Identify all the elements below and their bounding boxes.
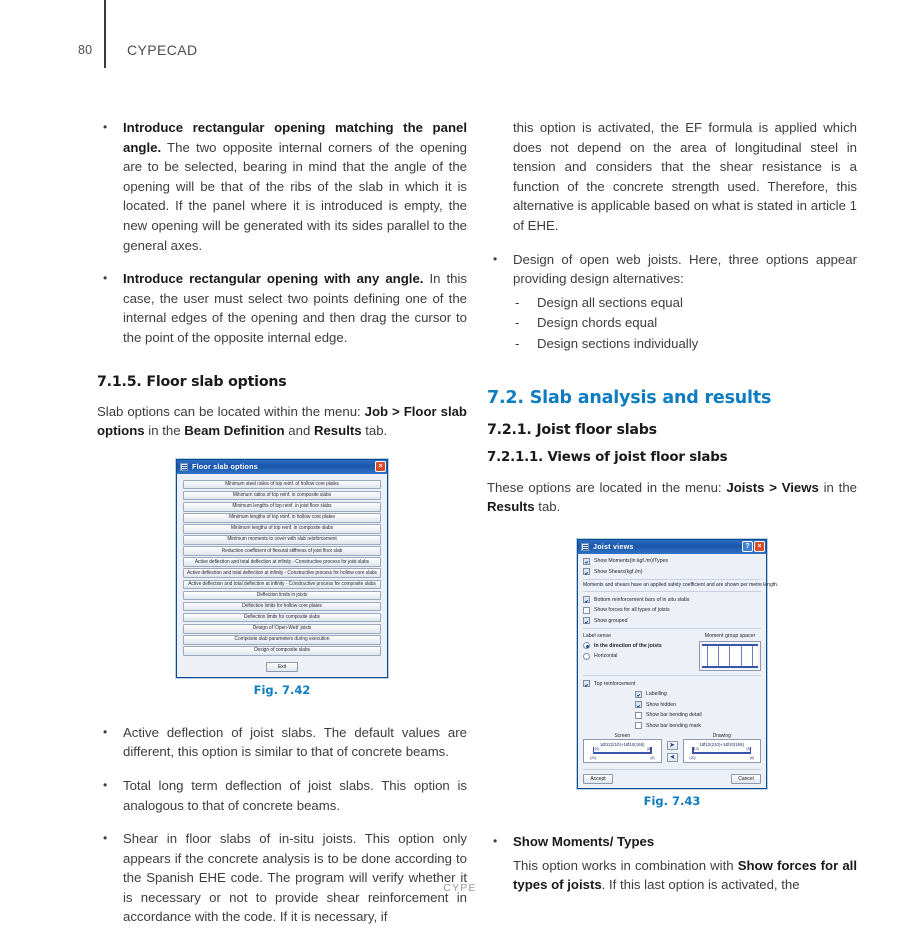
option-label: Deflection limits for hollow core plates (242, 603, 322, 610)
spacer-line (741, 646, 742, 666)
figure-743 (487, 539, 857, 809)
option-label: Deflection limits for composite slabs (244, 615, 320, 621)
option-button[interactable] (183, 613, 381, 623)
option-label: Deflection limits in joists (256, 592, 308, 599)
list-item (513, 293, 857, 313)
copy-arrow-buttons (662, 741, 683, 762)
list-item (513, 313, 857, 333)
dialog-title: Floor slab options (192, 462, 258, 472)
checkbox-row-show-shears[interactable] (583, 568, 761, 575)
design-alternatives-list (487, 293, 857, 354)
intro-text-2: in the (818, 479, 857, 495)
list-item (97, 776, 467, 815)
rebar-bar (593, 752, 652, 754)
left-bullet-list-bottom (97, 723, 467, 927)
option-label: Active deflection and total deflection at infinity - Constructive process for joist slabs (194, 559, 370, 565)
dialog-titlebar (177, 460, 387, 474)
moment-group-spacer-section (699, 633, 761, 671)
list-item (97, 269, 467, 347)
option-label: Minimum moments to cover with slab reinforcement (227, 537, 337, 543)
option-button[interactable] (183, 568, 381, 578)
dialog-title: Joist views (593, 542, 634, 552)
checkbox-show-hidden[interactable] (635, 701, 642, 708)
bullet-marker: • (493, 251, 498, 266)
rebar-corner-tl: (10) (593, 747, 600, 752)
dialog-titlebar (578, 540, 766, 554)
bullet-marker: • (103, 724, 108, 739)
preview-screen[interactable] (583, 739, 662, 763)
arrow-right-icon[interactable]: ➤ (667, 741, 678, 750)
list-item (487, 832, 857, 852)
preview-drawing[interactable] (683, 739, 762, 763)
rebar-corner-tr: (8) (746, 747, 751, 752)
bullet-lead: Introduce rectangular opening matching the panel angle. (123, 120, 467, 155)
preview-title-drawing: Drawing (712, 733, 731, 740)
rebar-diagram-screen (589, 743, 655, 759)
sub-option-label: Design all sections equal (537, 294, 683, 310)
spacer-line (718, 646, 719, 666)
option-label: Minimum ratios of top reinf. in composite slabs (232, 492, 332, 499)
cancel-button[interactable]: Cancel (731, 774, 761, 784)
bullet-body: Design of open web joists. Here, three options appear providing design alternatives: (513, 251, 857, 287)
exit-button[interactable]: Exit (266, 662, 298, 672)
checkbox-label: Show forces for all types of joists (594, 607, 670, 614)
checkbox-top-reinforcement[interactable] (583, 680, 590, 687)
dash-marker: - (515, 315, 520, 331)
label-sense-section (583, 633, 761, 671)
option-name-bold: Show forces for all types of joists (513, 857, 857, 893)
checkbox-row-show-forces-all-types[interactable] (583, 607, 761, 614)
figure-742 (97, 459, 467, 697)
intro-text-1: These options are located in the menu: (487, 479, 727, 495)
checkbox-label: Show hidden (646, 701, 676, 708)
intro-text-3: tab. (534, 499, 561, 515)
label-sense-title: Label sense (583, 633, 611, 640)
floor-slab-option-list (183, 480, 381, 656)
desc-text-2: . If this last option is activated, the (601, 877, 800, 893)
bullet-lead: Introduce rectangular opening with any angle. (123, 271, 424, 287)
dash-marker: - (515, 335, 520, 351)
bullet-marker: • (103, 777, 108, 792)
checkbox-label: Top reinforcement (594, 680, 636, 687)
option-label: Active deflection and total deflection at infinity - Constructive process for composite slabs (188, 581, 376, 587)
bullet-body (513, 832, 857, 852)
checkbox-show-bar-bending-mark[interactable] (635, 722, 642, 729)
checkbox-show-moments[interactable] (583, 558, 590, 565)
tab-name-beam-definition: Beam Definition (184, 423, 285, 439)
close-icon[interactable]: × (754, 541, 765, 552)
window-menu-icon[interactable] (180, 463, 188, 471)
spacer-line (752, 646, 753, 666)
checkbox-show-forces-all-types[interactable] (583, 607, 590, 614)
option-label: Minimum lengths of top reinf. in hollow core plates (229, 515, 335, 521)
checkbox-row-show-moments[interactable] (583, 558, 761, 565)
option-button[interactable] (183, 591, 381, 601)
divider (583, 628, 761, 629)
radio-row-direction-of-joists[interactable] (583, 642, 662, 649)
joist-views-dialog[interactable] (577, 539, 779, 790)
rebar-corner-br: (6) (749, 756, 754, 761)
checkbox-label: Labelling (646, 691, 667, 698)
list-item (97, 118, 467, 255)
checkbox-label: Show Moments(in kgf./m)/Types (594, 558, 669, 565)
left-bullet-list-top (97, 118, 467, 348)
checkbox-show-grouped[interactable] (583, 617, 590, 624)
desc-text-1: This option works in combination with (513, 857, 738, 873)
arrow-left-icon[interactable]: ➤ (667, 753, 678, 762)
bullet-rest: In this case, the user must select two points defining one of the internal edges of the opening and then drag the cursor to the point of the opposite internal edge. (123, 271, 467, 345)
radio-horizontal[interactable] (583, 653, 590, 660)
bullet-marker: • (103, 271, 108, 286)
checkbox-row-top-reinforcement[interactable] (583, 680, 761, 687)
option-button[interactable] (183, 524, 381, 534)
option-label: Reduction coefficient of flexural stiffness of joist floor slab (221, 548, 343, 554)
dialog-body (578, 554, 779, 789)
checkbox-labelling[interactable] (635, 691, 642, 698)
checkbox-row-show-hidden[interactable] (635, 701, 761, 708)
footer-brand: CYPE (443, 882, 477, 894)
bullet-marker: • (103, 120, 108, 134)
left-column (97, 118, 467, 941)
floor-slab-options-dialog[interactable] (176, 459, 388, 678)
figure-caption-742: Fig. 7.42 (253, 682, 311, 697)
radio-row-horizontal[interactable] (583, 653, 662, 660)
checkbox-row-bottom-reinforcement[interactable] (583, 596, 761, 603)
rebar-label: 1Ø12(210)+1Ø10(165) (699, 742, 745, 748)
tab-name-results: Results (313, 423, 362, 439)
section-heading-72: 7.2. Slab analysis and results (487, 387, 772, 408)
option-button[interactable] (183, 580, 381, 590)
bullet-body (123, 269, 467, 347)
option-button[interactable] (183, 646, 381, 656)
floor-slab-options-intro (97, 402, 467, 441)
bullet-body: Shear in floor slabs of in-situ joists. This option only appears if the concrete analysis is to be done according to the Spanish EHE code. The program will verify whether it is necessary or not to provide shear reinforcement in accordance with the code. If it is necessary, if (123, 831, 467, 925)
option-button[interactable] (183, 557, 381, 567)
bullet-body: Active deflection of joist slabs. The default values are different, this option is similar to that of concrete beams. (123, 724, 467, 760)
bullet-body (123, 118, 467, 255)
option-button[interactable] (183, 480, 381, 490)
moment-group-spacer-preview[interactable] (699, 641, 761, 671)
option-label: Active deflection and total deflection at infinity - Constructive process for hollow core slabs (187, 570, 377, 576)
section-heading-721: 7.2.1. Joist floor slabs (487, 421, 657, 438)
rebar-corner-bl: (20) (689, 756, 696, 761)
accept-button[interactable]: Accept (583, 774, 613, 784)
window-menu-icon[interactable] (581, 543, 589, 551)
option-button[interactable] (183, 502, 381, 512)
dialog-footer (583, 769, 761, 784)
tab-name-results: Results (487, 499, 535, 515)
option-label: Composite slab parameters during execution (234, 637, 330, 643)
checkbox-bottom-reinforcement[interactable] (583, 596, 590, 603)
list-item (513, 334, 857, 354)
radio-label: Horizontal (594, 653, 618, 660)
show-moments-bullet-list (487, 832, 857, 852)
intro-text-2: in the (144, 423, 185, 439)
radio-label: In the direction of the joists (594, 642, 662, 649)
option-label: Minimum lengths of top reinf. in joist floor slabs (232, 504, 332, 510)
option-label: Minimum lengths of top reinf. in composite slabs (231, 526, 333, 532)
safety-coefficient-note: Moments and shears have an applied safety coefficient and are shown per metre length. (583, 579, 761, 593)
list-item (97, 723, 467, 762)
menu-path-bold: Job > Floor slab options (97, 403, 467, 439)
checkbox-row-show-bar-bending-mark[interactable] (635, 722, 761, 729)
page-title: CYPECAD (127, 42, 198, 58)
bullet-marker: • (103, 831, 108, 846)
option-label: Design of composite slabs (254, 648, 310, 654)
checkbox-show-shears[interactable] (583, 568, 590, 575)
bullet-marker: • (493, 834, 498, 849)
bullet-rest: The two opposite internal corners of the opening are to be selected, bearing in mind that the angle of the opening will be that of the ribs of the slab in which it is located. If the panel where it is introduced is empty, the new opening will be generated with its sides parallel to the general axes. (123, 139, 467, 253)
rebar-bar (692, 752, 751, 754)
option-button[interactable] (183, 546, 381, 556)
rebar-corner-tl: (10) (692, 747, 699, 752)
option-label: Design of 'Open-Web' joists (252, 626, 312, 632)
spacer-graphic (702, 644, 758, 668)
section-heading-715: 7.1.5. Floor slab options (97, 373, 287, 390)
preview-row (583, 739, 761, 763)
section-heading-7211: 7.2.1.1. Views of joist floor slabs (487, 449, 728, 465)
intro-text-3: and (284, 423, 314, 439)
option-label: Minimum steel ratios of top reinf. of hollow core plates (225, 481, 339, 488)
joist-views-intro (487, 478, 857, 517)
figure-caption-743: Fig. 7.43 (643, 794, 701, 809)
label-sense-group (583, 633, 662, 663)
dialog-footer (183, 662, 381, 672)
dash-marker: - (515, 294, 520, 310)
rebar-corner-bl: (20) (590, 756, 597, 761)
checkbox-label: Show bar bending detail (646, 712, 702, 719)
option-button[interactable] (183, 624, 381, 634)
checkbox-row-show-grouped[interactable] (583, 617, 761, 624)
checkbox-row-labelling[interactable] (635, 691, 761, 698)
bullet-lead: Show Moments/ Types (513, 834, 655, 850)
help-icon[interactable]: ? (742, 541, 753, 552)
checkbox-label: Bottom reinforcement bars of in situ slabs (594, 596, 690, 603)
radio-direction-of-joists[interactable] (583, 642, 590, 649)
rebar-corner-tr: (8) (647, 747, 652, 752)
dialog-body (177, 474, 387, 677)
option-button[interactable] (183, 513, 381, 523)
intro-text-4: tab. (361, 423, 388, 439)
rebar-corner-br: (6) (650, 756, 655, 761)
preview-title-screen: Screen (614, 733, 631, 740)
checkbox-row-show-bar-bending-detail[interactable] (635, 712, 761, 719)
divider (583, 675, 761, 676)
checkbox-show-bar-bending-detail[interactable] (635, 712, 642, 719)
moment-group-spacer-title: Moment group spacer (704, 633, 756, 640)
option-button[interactable] (183, 602, 381, 612)
rebar-label: 1Ø12(210)+1Ø10(165) (599, 742, 645, 748)
checkbox-label: Show Shears(kgf./m) (594, 568, 643, 575)
intro-text-1: Slab options can be located within the menu: (97, 403, 365, 419)
spacer-line (729, 646, 730, 666)
bullet-body: Total long term deflection of joist slabs. This option is analogous to that of concrete beams. (123, 777, 467, 813)
close-icon[interactable]: × (375, 461, 386, 472)
shear-ef-paragraph: this option is activated, the EF formula is applied which does not depend on the area of longitudinal steel in tension and considers that the shear resistance is a function of the concrete strength used. Therefore, this alternative is applicable based on what is stated in article 1 of EHE. (513, 120, 857, 233)
sub-option-label: Design sections individually (537, 335, 699, 351)
checkbox-label: Show grouped (594, 617, 628, 624)
list-item (487, 250, 857, 289)
sub-option-label: Design chords equal (537, 315, 658, 331)
right-column (487, 118, 857, 895)
page-header (78, 42, 197, 58)
open-web-bullet-list (487, 250, 857, 289)
option-button[interactable] (183, 635, 381, 645)
checkbox-label: Show bar bending mark (646, 722, 701, 729)
option-button[interactable] (183, 535, 381, 545)
spacer-line (707, 646, 708, 666)
option-button[interactable] (183, 491, 381, 501)
menu-path-bold: Joists > Views (726, 479, 819, 495)
list-item (97, 829, 467, 927)
rebar-diagram-drawing (689, 743, 755, 759)
page-number: 80 (78, 43, 93, 57)
reinforcement-sub-options (583, 691, 761, 730)
